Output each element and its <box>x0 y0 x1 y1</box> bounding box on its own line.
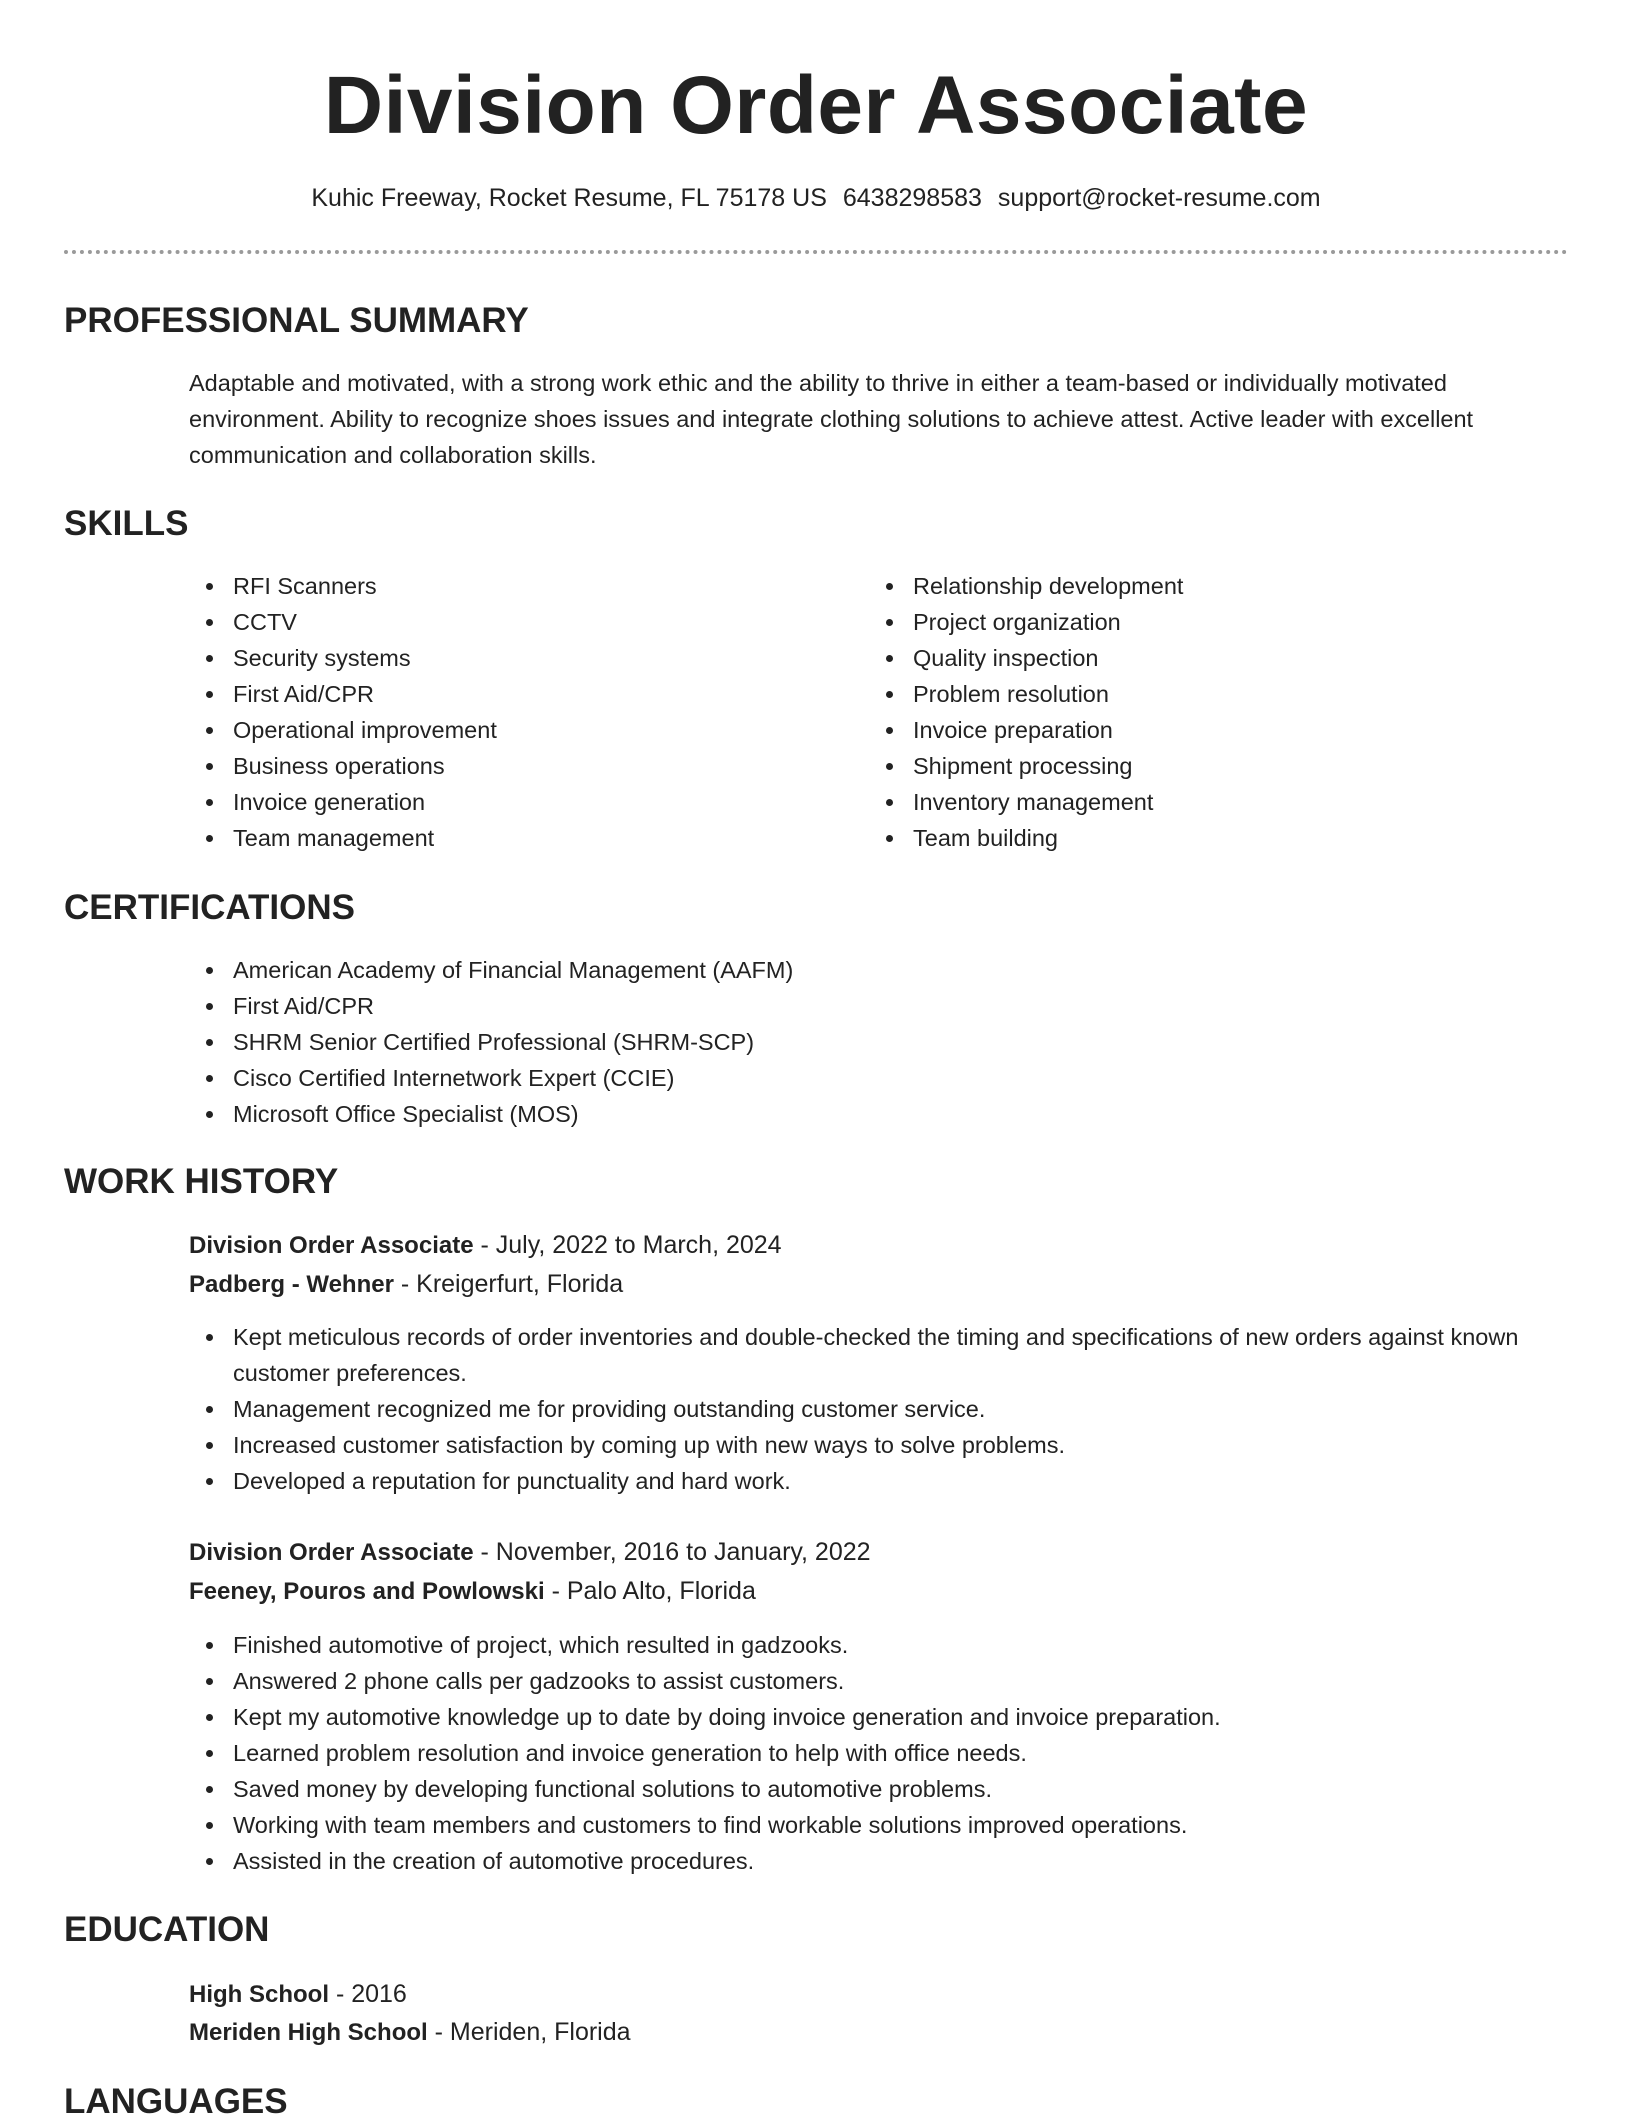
skill-item: Shipment processing <box>869 748 1509 784</box>
skill-item: Quality inspection <box>869 640 1509 676</box>
summary-text: Adaptable and motivated, with a strong work ethic and the ability to thrive in either a team-based or individually motivated environment. Ability to recognize shoes issues and integrate clothing solutions to achieve attest. Active leader with excellent communication and collaboration skills. <box>189 370 1474 468</box>
certification-item: American Academy of Financial Management (AAFM) <box>189 952 1489 988</box>
education-degree-line <box>189 1975 407 2014</box>
job-title: Division Order Associate <box>189 1232 474 1259</box>
education-school-line <box>189 2013 631 2052</box>
education-school: Meriden High School <box>189 2019 428 2046</box>
contact-address: Kuhic Freeway, Rocket Resume, FL 75178 US <box>311 184 827 212</box>
job-bullet: Increased customer satisfaction by coming up with new ways to solve problems. <box>189 1427 1569 1463</box>
job-1-company-line <box>189 1265 623 1304</box>
work-history-heading: WORK HISTORY <box>64 1162 339 1201</box>
certification-item: Cisco Certified Internetwork Expert (CCIE) <box>189 1060 1489 1096</box>
job-bullet: Management recognized me for providing outstanding customer service. <box>189 1391 1569 1427</box>
resume-title: Division Order Associate <box>323 60 1309 151</box>
languages-heading: LANGUAGES <box>64 2082 288 2121</box>
job-bullet: Kept my automotive knowledge up to date by doing invoice generation and invoice preparation. <box>189 1699 1569 1735</box>
certification-item: Microsoft Office Specialist (MOS) <box>189 1096 1489 1132</box>
job-bullet: Developed a reputation for punctuality and hard work. <box>189 1463 1569 1499</box>
job-dates: - July, 2022 to March, 2024 <box>473 1231 782 1259</box>
job-company: Feeney, Pouros and Powlowski <box>189 1578 545 1605</box>
skill-item: RFI Scanners <box>189 568 829 604</box>
job-title: Division Order Associate <box>189 1539 474 1566</box>
job-bullet: Learned problem resolution and invoice generation to help with office needs. <box>189 1735 1569 1771</box>
skill-item: Business operations <box>189 748 829 784</box>
job-bullet: Working with team members and customers to find workable solutions improved operations. <box>189 1807 1569 1843</box>
skill-item: Project organization <box>869 604 1509 640</box>
skill-item: Invoice preparation <box>869 712 1509 748</box>
skill-item: First Aid/CPR <box>189 676 829 712</box>
certification-item: First Aid/CPR <box>189 988 1489 1024</box>
job-2-bullets <box>189 1627 1569 1879</box>
skill-item: Operational improvement <box>189 712 829 748</box>
skill-item: Problem resolution <box>869 676 1509 712</box>
education-heading: EDUCATION <box>64 1910 270 1949</box>
skills-heading: SKILLS <box>64 504 189 543</box>
education-location: - Meriden, Florida <box>427 2018 631 2046</box>
skill-item: Invoice generation <box>189 784 829 820</box>
job-2-company-line <box>189 1572 756 1611</box>
header-divider <box>64 250 1568 254</box>
skills-list-right <box>869 568 1509 856</box>
summary-heading: PROFESSIONAL SUMMARY <box>64 301 529 340</box>
skills-list-left <box>189 568 829 856</box>
certification-item: SHRM Senior Certified Professional (SHRM-SCP) <box>189 1024 1489 1060</box>
job-bullet: Saved money by developing functional solutions to automotive problems. <box>189 1771 1569 1807</box>
job-2-title-line <box>189 1533 871 1572</box>
education-degree: High School <box>189 1981 329 2008</box>
job-bullet: Kept meticulous records of order inventories and double-checked the timing and specifications of new orders against known customer preferences. <box>189 1319 1569 1391</box>
job-bullet: Finished automotive of project, which resulted in gadzooks. <box>189 1627 1569 1663</box>
job-bullet: Assisted in the creation of automotive procedures. <box>189 1843 1569 1879</box>
job-1-bullets <box>189 1319 1569 1499</box>
job-location: - Kreigerfurt, Florida <box>393 1270 624 1298</box>
contact-email: support@rocket-resume.com <box>997 184 1321 212</box>
contact-phone: 6438298583 <box>842 184 982 212</box>
job-1-title-line <box>189 1226 782 1265</box>
certifications-list <box>189 952 1489 1132</box>
job-dates: - November, 2016 to January, 2022 <box>473 1538 871 1566</box>
contact-line <box>0 180 1632 216</box>
job-company: Padberg - Wehner <box>189 1271 394 1298</box>
skill-item: Relationship development <box>869 568 1509 604</box>
job-bullet: Answered 2 phone calls per gadzooks to assist customers. <box>189 1663 1569 1699</box>
skill-item: Team building <box>869 820 1509 856</box>
certifications-heading: CERTIFICATIONS <box>64 888 356 927</box>
skill-item: Inventory management <box>869 784 1509 820</box>
job-location: - Palo Alto, Florida <box>544 1577 756 1605</box>
education-year: - 2016 <box>329 1980 407 2008</box>
skill-item: Security systems <box>189 640 829 676</box>
skill-item: Team management <box>189 820 829 856</box>
skill-item: CCTV <box>189 604 829 640</box>
